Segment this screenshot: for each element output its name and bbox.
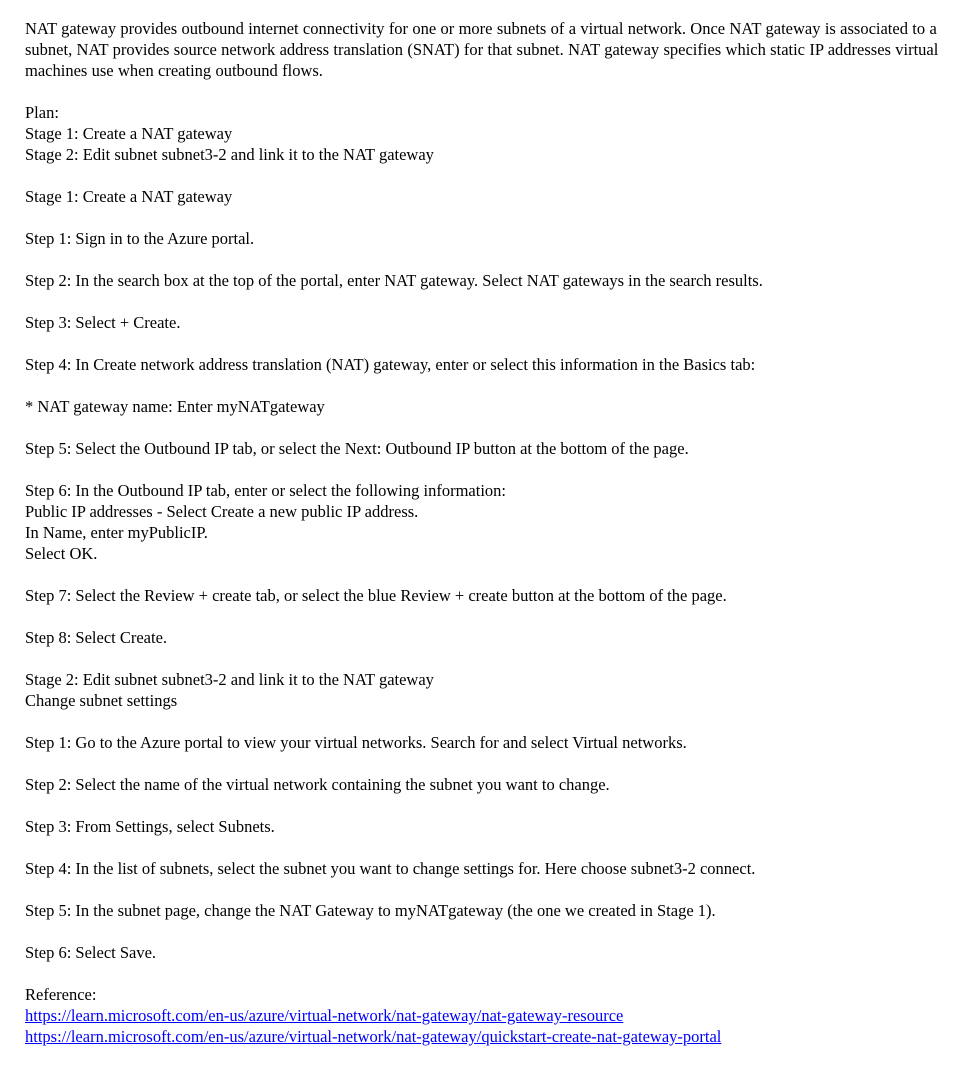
spacer	[25, 963, 945, 984]
spacer	[25, 417, 945, 438]
stage1-step-3: Step 3: Select + Create.	[25, 313, 181, 332]
reference-link-item	[25, 1026, 945, 1047]
spacer	[25, 921, 945, 942]
spacer	[25, 375, 945, 396]
spacer	[25, 207, 945, 228]
stage1-step-7: Step 7: Select the Review + create tab, or select the blue Review + create button at the bottom of the page.	[25, 586, 727, 605]
spacer	[25, 606, 945, 627]
stage1-step-2: Step 2: In the search box at the top of the portal, enter NAT gateway. Select NAT gateways in the search results.	[25, 271, 763, 290]
stage1-step-6-line: Public IP addresses - Select Create a new public IP address.	[25, 502, 419, 521]
reference-link-nat-gateway-resource[interactable]: https://learn.microsoft.com/en-us/azure/virtual-network/nat-gateway/nat-gateway-resource	[25, 1006, 624, 1025]
stage1-title: Stage 1: Create a NAT gateway	[25, 187, 233, 206]
plan-item: Stage 2: Edit subnet subnet3-2 and link it to the NAT gateway	[25, 145, 434, 164]
stage2-section	[25, 669, 945, 963]
plan-section	[25, 102, 945, 165]
stage1-step-8: Step 8: Select Create.	[25, 628, 168, 647]
stage2-step-4: Step 4: In the list of subnets, select the subnet you want to change settings for. Here choose subnet3-2 connect.	[25, 859, 756, 878]
reference-link-quickstart-portal[interactable]: https://learn.microsoft.com/en-us/azure/virtual-network/nat-gateway/quickstart-create-nat-gateway-portal	[25, 1027, 722, 1046]
stage1-step-4: Step 4: In Create network address translation (NAT) gateway, enter or select this information in the Basics tab:	[25, 355, 756, 374]
intro-paragraph: NAT gateway provides outbound internet connectivity for one or more subnets of a virtual network. Once NAT gateway is associated to a subnet, NAT provides source network address translation (SNAT) for that subnet. NAT gateway specifies which static IP addresses virtual machines use when creating outbound flows.	[25, 19, 939, 80]
stage1-step-6-line: Select OK.	[25, 544, 98, 563]
stage1-step-1: Step 1: Sign in to the Azure portal.	[25, 229, 255, 248]
stage1-step-5: Step 5: Select the Outbound IP tab, or select the Next: Outbound IP button at the bottom of the page.	[25, 439, 689, 458]
stage1-step-4-detail: * NAT gateway name: Enter myNATgateway	[25, 397, 325, 416]
reference-section	[25, 984, 945, 1047]
spacer	[25, 711, 945, 732]
stage1-step-6-line: In Name, enter myPublicIP.	[25, 523, 208, 542]
stage1-section	[25, 186, 945, 648]
plan-heading: Plan:	[25, 103, 59, 122]
plan-item: Stage 1: Create a NAT gateway	[25, 124, 233, 143]
spacer	[25, 291, 945, 312]
document-body	[25, 18, 945, 1047]
reference-heading: Reference:	[25, 985, 97, 1004]
spacer	[25, 81, 945, 102]
spacer	[25, 837, 945, 858]
spacer	[25, 564, 945, 585]
stage2-title: Stage 2: Edit subnet subnet3-2 and link it to the NAT gateway	[25, 670, 434, 689]
spacer	[25, 249, 945, 270]
reference-link-item	[25, 1005, 945, 1026]
spacer	[25, 648, 945, 669]
stage1-step-6: Step 6: In the Outbound IP tab, enter or select the following information:	[25, 481, 506, 500]
stage2-step-2: Step 2: Select the name of the virtual network containing the subnet you want to change.	[25, 775, 610, 794]
stage2-step-6: Step 6: Select Save.	[25, 943, 157, 962]
stage2-subtitle: Change subnet settings	[25, 691, 178, 710]
spacer	[25, 753, 945, 774]
stage2-step-5: Step 5: In the subnet page, change the NAT Gateway to myNATgateway (the one we created in Stage 1).	[25, 901, 716, 920]
spacer	[25, 459, 945, 480]
stage2-step-1: Step 1: Go to the Azure portal to view your virtual networks. Search for and select Virtual networks.	[25, 733, 687, 752]
spacer	[25, 795, 945, 816]
spacer	[25, 879, 945, 900]
spacer	[25, 333, 945, 354]
stage2-step-3: Step 3: From Settings, select Subnets.	[25, 817, 275, 836]
spacer	[25, 165, 945, 186]
